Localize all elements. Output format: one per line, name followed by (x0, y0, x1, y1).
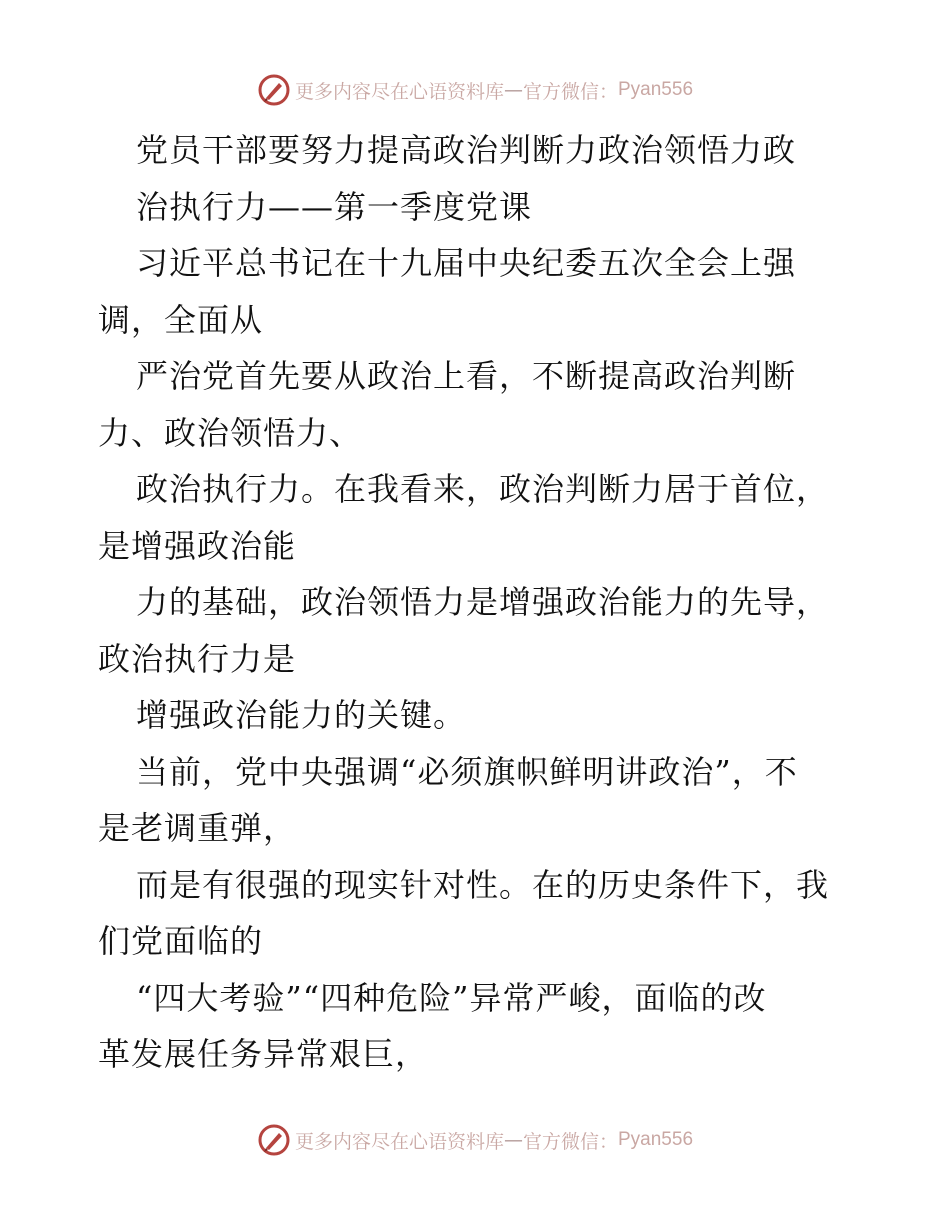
text-line: 治执行力——第一季度党课 (136, 187, 533, 226)
text-line: 是老调重弹， (98, 809, 297, 847)
watermark-wechat-id: Pyan556 (618, 1129, 694, 1150)
watermark-suffix: 官方微信： (522, 1130, 618, 1153)
text-line: 们党面临的 (98, 922, 264, 960)
pen-circle-logo-icon (257, 1123, 291, 1157)
text-line: 而是有很强的现实针对性。在的历史条件下，我 (136, 865, 830, 904)
text-line: 习近平总书记在十九届中央纪委五次全会上强 (136, 244, 797, 282)
watermark-text: 更多内容尽在心语资料库 (294, 80, 504, 103)
text-line: 增强政治能力的关键。 (136, 696, 467, 734)
text-line: 政治执行力。在我看来，政治判断力居于首位， (136, 470, 830, 508)
watermark-separator: — (503, 79, 523, 101)
text-line: 力、政治领悟力、 (98, 413, 363, 452)
text-line: 严治党首先要从政治上看，不断提高政治判断 (136, 357, 797, 395)
pen-circle-logo-icon (257, 73, 291, 107)
text-line: 当前，党中央强调“必须旗帜鲜明讲政治”，不 (136, 752, 798, 791)
watermark-text: 更多内容尽在心语资料库 (294, 1130, 504, 1153)
text-line: 是增强政治能 (98, 526, 297, 565)
watermark-suffix: 官方微信： (522, 80, 618, 103)
text-line: 力的基础，政治领悟力是增强政治能力的先导， (136, 583, 830, 621)
watermark-wechat-id: Pyan556 (618, 79, 694, 100)
text-line: “四大考验”“四种危险”异常严峻，面临的改 (136, 978, 767, 1017)
text-line: 政治执行力是 (98, 639, 297, 678)
header-watermark (0, 70, 950, 110)
text-line: 党员干部要努力提高政治判断力政治领悟力政 (136, 131, 797, 169)
text-line: 革发展任务异常艰巨， (98, 1035, 429, 1073)
footer-watermark (0, 1120, 950, 1160)
watermark-separator: — (503, 1129, 523, 1151)
document-body (98, 122, 898, 1083)
text-line: 调，全面从 (98, 300, 264, 339)
